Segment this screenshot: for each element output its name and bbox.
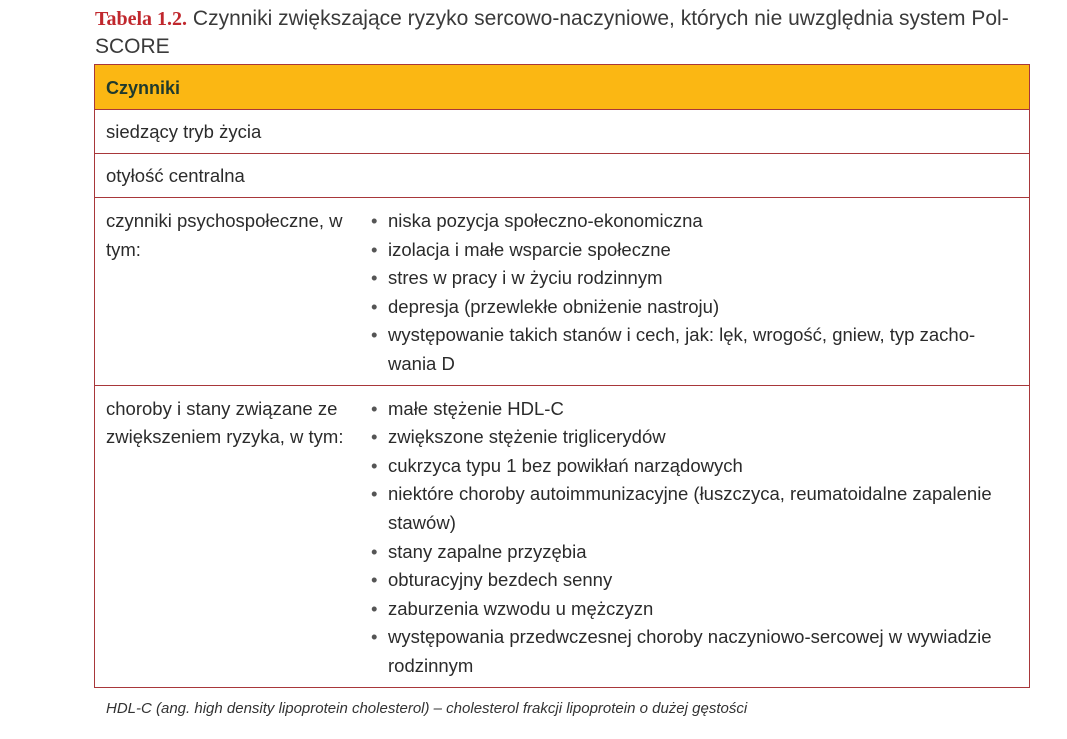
list-item [368, 452, 1011, 481]
list-item [368, 623, 1011, 680]
row-label: choroby i stany związane ze zwiększeniem ryzyka, w tym: [106, 397, 344, 448]
bullet-icon: • [371, 626, 378, 648]
bullet-icon: • [371, 597, 378, 619]
list-item-text: izolacja i małe wsparcie społeczne [388, 238, 671, 260]
table-header [95, 65, 1029, 110]
table-row [95, 110, 1029, 154]
list-item-text: stres w pracy i w życiu rodzinnym [388, 267, 663, 289]
bullet-icon: • [371, 540, 378, 562]
list-item [368, 423, 1011, 452]
diseases-list [368, 395, 1029, 681]
list-item-text: małe stężenie HDL-C [388, 397, 564, 419]
list-item-text: niektóre choroby autoimmunizacyjne (łuszczyca, reumatoidalne zapalenie stawów) [388, 483, 992, 533]
bullet-icon: • [371, 397, 378, 419]
list-item [368, 538, 1011, 567]
bullet-icon: • [371, 324, 378, 346]
list-item [368, 207, 1011, 236]
list-item [368, 293, 1011, 322]
list-item-text: występowanie takich stanów i cech, jak: lęk, wrogość, gniew, typ zachowania D [388, 324, 976, 374]
list-item-text: depresja (przewlekłe obniżenie nastroju) [388, 295, 720, 317]
table-row-diseases [95, 386, 1029, 687]
list-item-text: cukrzyca typu 1 bez powikłań narządowych [388, 454, 743, 476]
list-item-text: stany zapalne przyzębia [388, 540, 587, 562]
bullet-icon: • [371, 267, 378, 289]
list-item [368, 395, 1011, 424]
list-item [368, 236, 1011, 265]
bullet-icon: • [371, 454, 378, 476]
list-item [368, 321, 1011, 378]
bullet-icon: • [371, 569, 378, 591]
row-label: siedzący tryb życia [106, 121, 262, 142]
list-item [368, 566, 1011, 595]
bullet-icon: • [371, 426, 378, 448]
bullet-icon: • [371, 210, 378, 231]
list-item-text: zwiększone stężenie triglicerydów [388, 426, 666, 448]
header-cell: Czynniki [106, 78, 181, 98]
list-item-text: zaburzenia wzwodu u mężczyzn [388, 597, 654, 619]
table-row [95, 154, 1029, 198]
list-item-text: występowania przedwczesnej choroby naczyniowo-sercowej w wywiadzie rodzinnym [388, 626, 992, 676]
table-caption [95, 5, 1055, 61]
list-item [368, 595, 1011, 624]
row-label: czynniki psychospołeczne, w tym: [106, 210, 343, 260]
caption-label: Tabela 1.2. [95, 8, 188, 30]
bullet-icon: • [371, 295, 378, 317]
row-label: otyłość centralna [106, 165, 245, 186]
list-item [368, 480, 1011, 537]
list-item-text: obturacyjny bezdech senny [388, 569, 613, 591]
list-item [368, 264, 1011, 293]
risk-factors-table [94, 64, 1030, 688]
footnote: HDL-C (ang. high density lipoprotein cholesterol) – cholesterol frakcji lipoprotein o dużej gęstości [106, 700, 748, 717]
bullet-icon: • [371, 483, 378, 505]
caption-text: Czynniki zwiększające ryzyko sercowo-naczyniowe, których nie uwzględnia system Pol-SCORE [95, 7, 1009, 58]
list-item-text: niska pozycja społeczno-ekonomiczna [388, 210, 703, 231]
psychosocial-list [368, 207, 1029, 379]
table-row-psychosocial [95, 198, 1029, 386]
bullet-icon: • [371, 238, 378, 260]
